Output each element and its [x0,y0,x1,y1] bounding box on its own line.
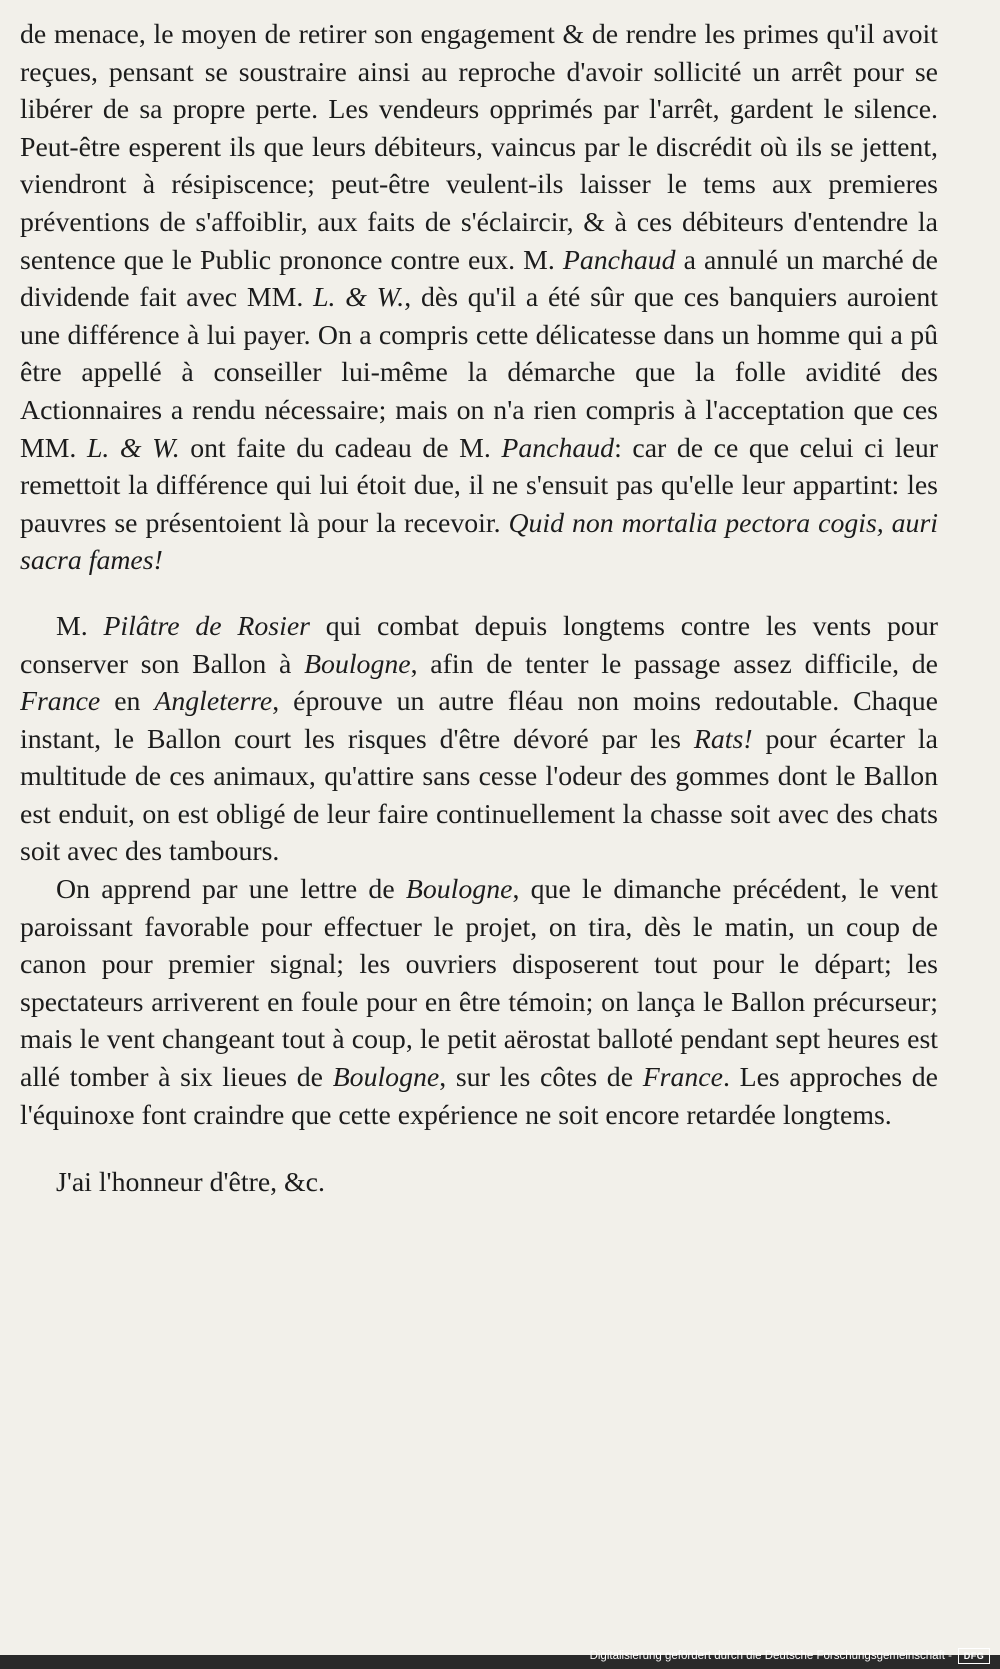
paragraph-1: de menace, le moyen de retirer son engagement & de rendre les primes qu'il avoit reçues, pensant se soustraire ainsi au reproche d'avoir sollicité un arrêt pour se libérer de sa propre perte. Les vendeurs opprimés par l'arrêt, gardent le silence. Peut-être esperent ils que leurs débiteurs, vaincus par le discrédit où ils se jettent, viendront à résipiscence; peut-être veulent-ils laisser le tems aux premieres préventions de s'affoiblir, aux faits de s'éclaircir, & à ces débiteurs d'entendre la sentence que le Public prononce contre eux. M. Panchaud a annulé un marché de dividende fait avec MM. L. & W., dès qu'il a été sûr que ces banquiers auroient une différence à lui payer. On a compris cette délicatesse dans un homme qui a pû être appellé à conseiller lui-même la démarche que la folle avidité des Actionnaires a rendu nécessaire; mais on n'a rien compris à l'acceptation que ces MM. L. & W. ont faite du cadeau de M. Panchaud: car de ce que celui ci leur remettoit la différence qui lui étoit due, il ne s'ensuit pas qu'elle leur appartint: les pauvres se présentoient là pour la recevoir. Quid non mortalia pectora cogis, auri sacra fames! [20,19,938,577]
italic-run: France [642,1062,723,1094]
page-body-text [20,16,938,1636]
italic-run: Panchaud [562,244,676,276]
italic-run: Panchaud [501,432,615,464]
italic-run: L. & W. [313,282,405,314]
italic-run: L. & W. [86,432,180,464]
italic-run: Boulogne [304,648,411,680]
italic-run: Quid non mortalia pectora cogis, auri sacra fames! [20,507,938,577]
closing-line: J'ai l'honneur d'être, &c. [56,1167,325,1199]
italic-run: Pilâtre de Rosier [103,610,310,642]
italic-run: Rats! [693,723,753,755]
italic-run: Boulogne [405,874,513,906]
paragraph-2: M. Pilâtre de Rosier qui combat depuis longtems contre les vents pour conserver son Ballon à Boulogne, afin de tenter le passage assez difficile, de France en Angleterre, éprouve un autre fléau non moins redoutable. Chaque instant, le Ballon court les risques d'être dévoré par les Rats! pour écarter la multitude de ces animaux, qu'attire sans cesse l'odeur des gommes dont le Ballon est enduit, on est obligé de leur faire continuellement la chasse soit avec des chats soit avec des tambours. [20,610,938,868]
digitization-footer [590,1647,990,1665]
italic-run: Angleterre [154,686,273,718]
footer-credit-text: Digitalisierung gefördert durch die Deutsche Forschungsgemeinschaft - [589,1650,952,1662]
dfg-logo-icon: DFG [958,1648,990,1664]
paragraph-3: On apprend par une lettre de Boulogne, que le dimanche précédent, le vent paroissant favorable pour effectuer le projet, on tira, dès le matin, un coup de canon pour premier signal; les ouvriers disposerent tout pour le départ; les spectateurs arriverent en foule pour en être témoin; on lança le Ballon précurseur; mais le vent changeant tout à coup, le petit aërostat balloté pendant sept heures est allé tomber à six lieues de Boulogne, sur les côtes de France. Les approches de l'équinoxe font craindre que cette expérience ne soit encore retardée longtems. [20,874,938,1131]
italic-run: France [20,686,101,718]
italic-run: Boulogne [332,1062,440,1094]
